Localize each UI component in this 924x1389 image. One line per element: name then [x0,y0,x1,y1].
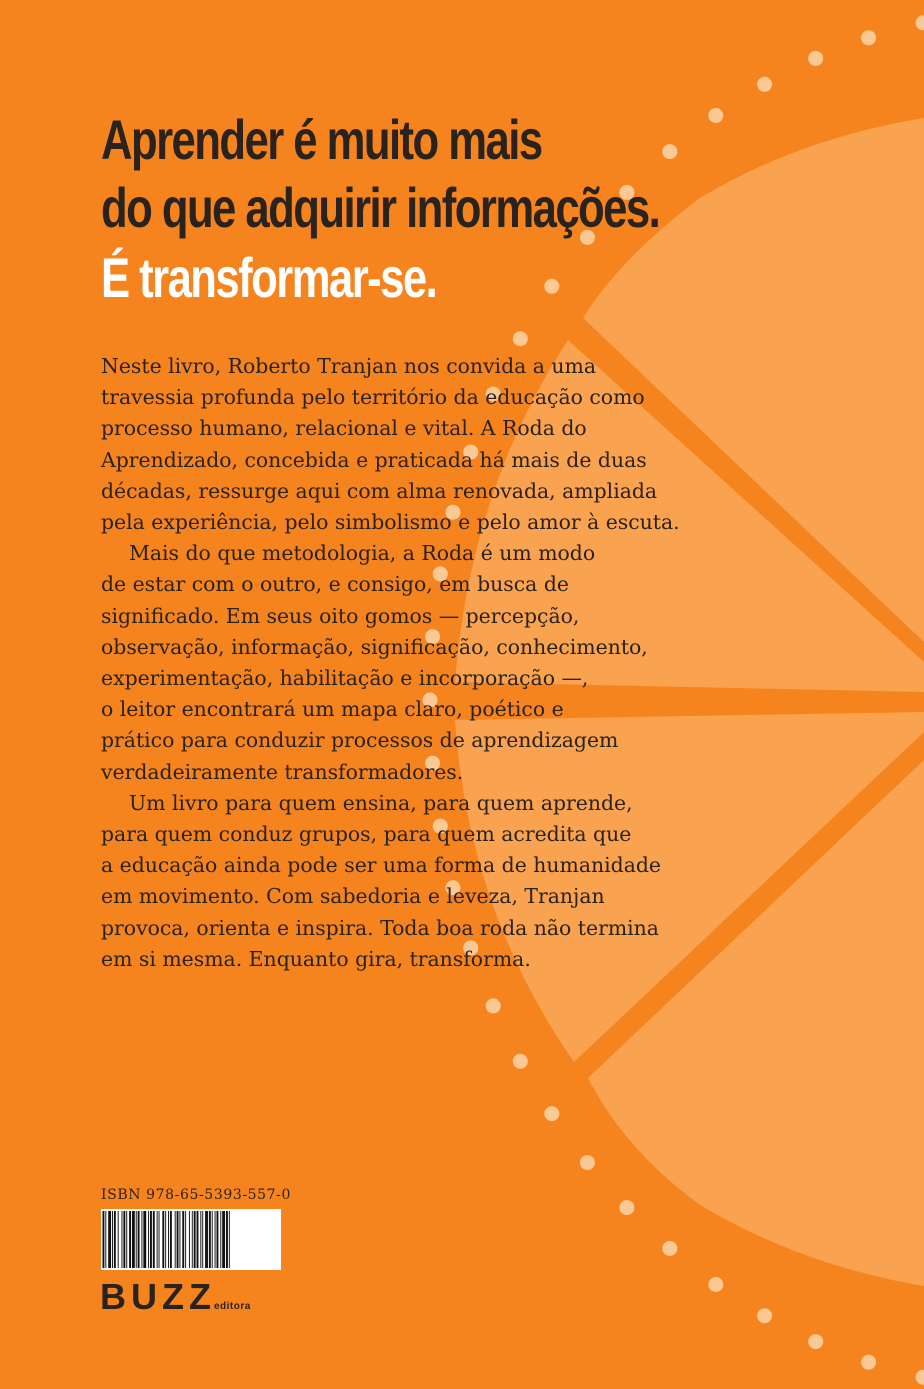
synopsis-paragraph-1 [101,351,681,538]
isbn-barcode [101,1209,281,1270]
barcode-bar [136,1211,137,1268]
wheel-dot [513,1054,528,1069]
barcode-bar [126,1211,127,1268]
barcode-bar [215,1211,216,1268]
wheel-dot [486,998,501,1013]
barcode-bar [141,1211,142,1268]
barcode-bar [192,1211,193,1268]
barcode-bar [129,1211,131,1268]
barcode-bar [217,1211,219,1268]
synopsis-line: experimentação, habilitação e incorporação —, [101,666,589,691]
barcode-bar [177,1211,179,1268]
barcode-bar [159,1211,160,1268]
wheel-dot [513,331,528,346]
synopsis-line: Aprendizado, concebida e praticada há mais de duas [101,447,647,472]
wheel-dot [916,15,924,30]
barcode-bar [212,1211,213,1268]
synopsis-line: significado. Em seus oito gomos — percepção, [101,603,580,628]
barcode-bar [123,1211,125,1268]
wheel-dot [861,1355,876,1370]
synopsis-line: provoca, orienta e inspira. Toda boa roda não termina [101,915,659,940]
barcode-bar [157,1211,158,1268]
synopsis-line: processo humano, relacional e vital. A Roda do [101,416,587,441]
barcode-bar [209,1211,211,1268]
barcode-bar [202,1211,203,1268]
barcode-bar [148,1211,149,1268]
synopsis-line: décadas, ressurge aqui com alma renovada, ampliada [101,478,658,503]
synopsis-line: em movimento. Com sabedoria e leveza, Tranjan [101,884,605,909]
wheel-dot [808,1334,823,1349]
barcode-bar [118,1211,119,1268]
barcode-bar [112,1211,113,1268]
barcode-bar [108,1211,111,1268]
synopsis-line: pela experiência, pelo simbolismo e pelo amor à escuta. [101,510,680,535]
barcode-bar [170,1211,172,1268]
wheel-dot [619,1200,634,1215]
wheel-dot [757,1308,772,1323]
wheel-dot [662,1241,677,1256]
synopsis-line: Mais do que metodologia, a Roda é um modo [129,541,596,566]
synopsis-line: o leitor encontrará um mapa claro, poético e [101,697,564,722]
barcode-bar [222,1211,225,1268]
synopsis-paragraph-3 [101,788,681,975]
headline-line-1: Aprender é muito mais [101,108,542,171]
publisher-logo [100,1277,251,1317]
barcode-bar [103,1211,105,1268]
synopsis-line: Um livro para quem ensina, para quem aprende, [129,790,633,815]
barcode-bar [150,1211,152,1268]
isbn-number: ISBN 978-65-5393-557-0 [101,1187,292,1203]
barcode-bar [168,1211,169,1268]
synopsis-paragraph-2 [101,538,681,788]
wheel-dot [708,108,723,123]
barcode-bar [189,1211,190,1268]
barcode-bar [194,1211,196,1268]
barcode-bar [226,1211,228,1268]
wheel-dot [544,1106,559,1121]
barcode-bar [105,1211,106,1268]
barcode-bar [182,1211,184,1268]
barcode-bar [179,1211,180,1268]
barcode-bar [132,1211,135,1268]
synopsis-line: Neste livro, Roberto Tranjan nos convida a uma [101,354,597,378]
wheel-dot [916,1370,924,1385]
synopsis-text [101,351,681,975]
barcode-bars [101,1209,281,1270]
synopsis-line: para quem conduz grupos, para quem acredita que [101,822,632,847]
barcode-bar [220,1211,221,1268]
barcode-bar [200,1211,201,1268]
headline-line-3: É transformar-se. [101,246,437,309]
wheel-dot [808,51,823,66]
barcode-bar [175,1211,176,1268]
barcode-bar [162,1211,164,1268]
barcode-bar [114,1211,116,1268]
synopsis-line: de estar com o outro, e consigo, em busca de [101,572,569,597]
barcode-bar [143,1211,146,1268]
wheel-dot [580,1155,595,1170]
wheel-dot [757,77,772,92]
synopsis-line: prático para conduzir processos de aprendizagem [101,728,619,753]
barcode-bar [205,1211,208,1268]
barcode-bar [165,1211,166,1268]
wheel-dot [708,1277,723,1292]
barcode-bar [153,1211,155,1268]
publisher-logo-name: BUZZ [100,1276,216,1317]
wheel-dot [544,279,559,294]
headline-line-2: do que adquirir informações. [101,176,660,239]
barcode-bar [185,1211,186,1268]
synopsis-line: a educação ainda pode ser uma forma de humanidade [101,853,661,878]
synopsis-line: travessia profunda pelo território da educação como [101,385,645,410]
barcode-bar [229,1211,230,1268]
publisher-logo-subtitle: editora [213,1301,251,1312]
synopsis-line: observação, informação, significação, conhecimento, [101,634,648,659]
barcode-bar [138,1211,140,1268]
wheel-dot [662,144,677,159]
synopsis-line: verdadeiramente transformadores. [101,759,464,784]
barcode-bar [122,1211,123,1268]
barcode-bar [197,1211,199,1268]
wheel-dot [861,30,876,45]
synopsis-line: em si mesma. Enquanto gira, transforma. [101,946,531,971]
